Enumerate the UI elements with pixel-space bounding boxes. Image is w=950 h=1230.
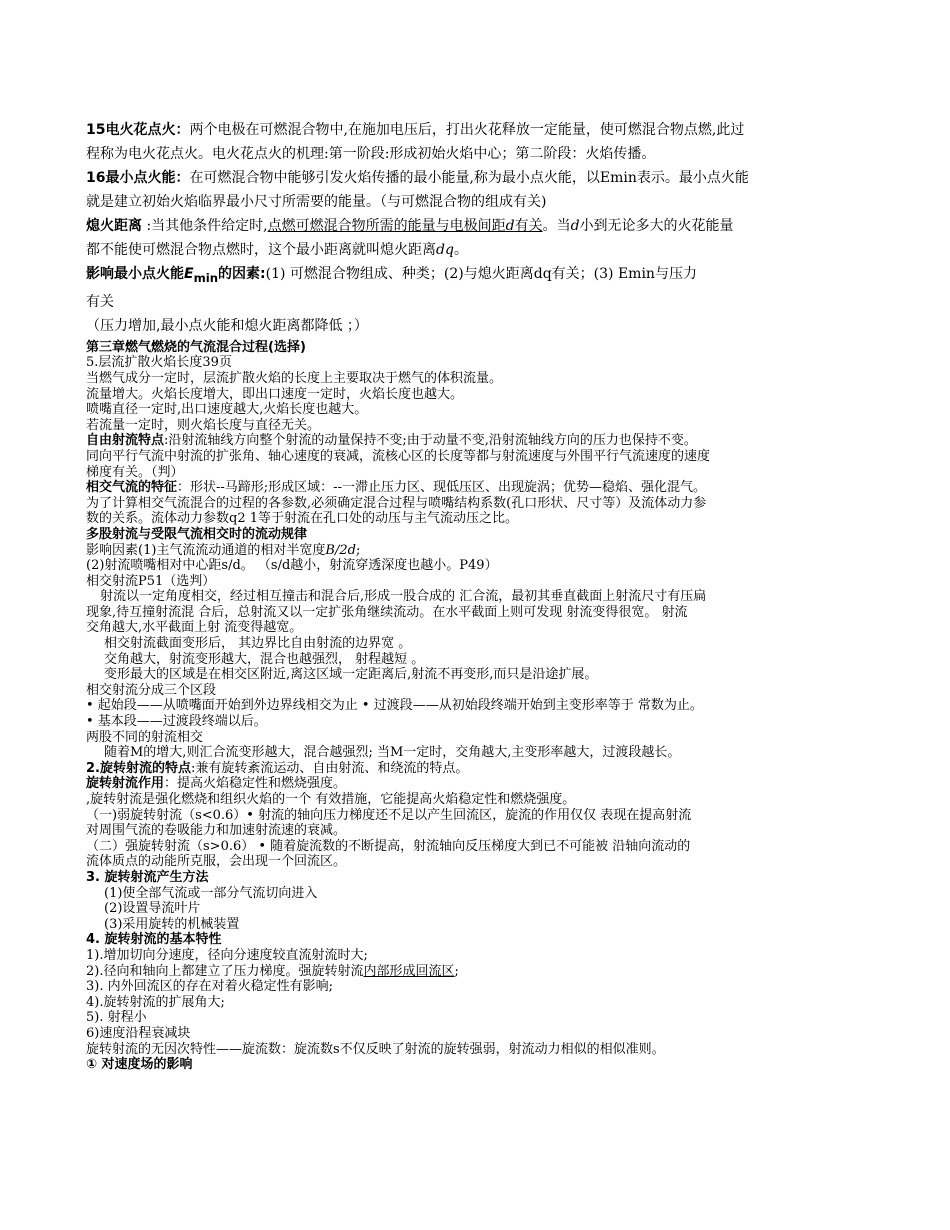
line: 对周围气流的卷吸能力和加速射流速的衰减。 <box>86 823 347 839</box>
line: (1)使全部气流或一部分气流切向进入 <box>104 885 318 901</box>
para-min-ignition <box>86 166 876 190</box>
text: 有关 <box>86 293 114 310</box>
term-quench-distance: 熄火距离 <box>86 218 142 234</box>
line: 当燃气成分一定时，层流扩散火焰的长度上主要取决于燃气的体积流量。 <box>86 370 503 386</box>
line: • 基本段——过渡段终端以后。 <box>86 714 267 730</box>
text: 影响因素(1)主气流流动通道的相对半宽度 <box>86 542 326 558</box>
document-page <box>86 118 876 1073</box>
text: 程称为电火花点火。电火花点火的机理:第一阶段:形成初始火焰中心；第二阶段：火焰传播。 <box>86 146 656 162</box>
text: 都不能使可燃混合物点燃时，这个最小距离就叫熄火距离 <box>86 242 436 258</box>
para-spark-ignition-cont <box>86 142 876 166</box>
line: 随着M的增大,则汇合流变形越大，混合越强烈; 当M一定时，交角越大,主变形率越大，过渡段越长。 <box>104 745 681 761</box>
section-chapter3 <box>86 340 876 1073</box>
line: 数的关系。流体动力参数q2 1等于射流在孔口处的动压与主气流动压之比。 <box>86 511 518 527</box>
line <box>86 932 876 948</box>
line: 两股不同的射流相交 <box>86 729 204 745</box>
line: 相交射流P51（选判） <box>86 573 216 589</box>
heading: 第三章燃气燃烧的气流混合过程(选择) <box>86 339 306 355</box>
para-quench-distance-cont <box>86 238 876 262</box>
para-factors-cont <box>86 290 876 314</box>
line: ,旋转射流是强化燃烧和组织火焰的一个 有效措施，它能提高火焰稳定性和燃烧强度。 <box>86 792 576 808</box>
text: :沿射流轴线方向整个射流的动量保持不变;由于动量不变,沿射流轴线方向的压力也保持不变。 <box>164 433 697 449</box>
para-min-ignition-cont <box>86 190 876 214</box>
section-ignition <box>86 118 876 338</box>
line: • 起始段——从喷嘴面开始到外边界线相交为止 • 过渡段——从初始段终端开始到主变形率等于 常数为止。 <box>86 698 703 714</box>
text: 影响最小点火能 <box>86 266 184 282</box>
text: ：形状--马蹄形;形成区域：--一滞止压力区、现低压区、出现旋涡；优势—稳焰、强化混气。 <box>177 480 706 496</box>
line: 5). 射程小 <box>86 1010 147 1026</box>
line: 3). 内外回流区的存在对着火稳定性有影响; <box>86 979 333 995</box>
line: 交角越大,水平截面上射 流变得越宽。 <box>86 620 303 636</box>
line: 现象,待互撞射流混 合后，总射流又以一定扩张角继续流动。在水平截面上则可发现 射流变得很宽。 射流 <box>86 604 688 620</box>
line <box>86 527 876 543</box>
term: 2.旋转射流的特点 <box>86 760 191 776</box>
para-quench-distance <box>86 214 876 238</box>
term-spark-ignition: 15电火花点火： <box>86 122 190 138</box>
line <box>86 543 876 559</box>
line: (3)采用旋转的机械装置 <box>104 916 240 932</box>
line: 射流以一定角度相交，经过相互撞击和混合后,形成一股合成的 汇合流，最初其垂直截面上射流尺寸有压扁 <box>100 589 707 605</box>
line <box>86 870 876 886</box>
line <box>86 1057 876 1073</box>
var-e: E <box>184 266 194 282</box>
text: （压力增加,最小点火能和熄火距离都降低 ；） <box>86 317 368 334</box>
line: 喷嘴直径一定时,出口速度越大,火焰长度也越大。 <box>86 402 368 418</box>
line: (2)设置导流叶片 <box>104 901 201 917</box>
text: 。 <box>453 242 468 258</box>
text: 两个电极在可燃混合物中,在施加电压后，打出火花释放一定能量，使可燃混合物点燃,此过 <box>189 122 745 138</box>
term: 旋转射流作用 <box>86 776 165 792</box>
formula: B/2d <box>325 542 356 558</box>
text: 的因素: <box>218 266 266 282</box>
line: 相交射流截面变形后， 其边界比自由射流的边界宽 。 <box>104 636 412 652</box>
line: 6)速度沿程衰减块 <box>86 1025 191 1041</box>
para-spark-ignition <box>86 118 876 142</box>
line: 若流量一定时，则火焰长度与直径无关。 <box>86 417 321 433</box>
text: 小到无论多大的火花能量 <box>579 218 734 234</box>
text: ; <box>454 963 459 979</box>
text: 在可燃混合物中能够引发火焰传播的最小能量,称为最小点火能，以Emin表示。最小点火能 <box>189 170 749 186</box>
term-factors <box>86 266 266 285</box>
var-dq: dq <box>436 242 454 258</box>
line: 旋转射流的无因次特性——旋流数：旋流数s不仅反映了射流的旋转强弱，射流动力相似的相似准则。 <box>86 1041 665 1057</box>
text: :兼有旋转紊流运动、自由射流、和绕流的特点。 <box>190 760 469 776</box>
line: 流体质点的动能所克服，会出现一个回流区。 <box>86 854 347 870</box>
line: 为了计算相交气流混合的过程的各参数,必须确定混合过程与喷嘴结构系数(孔口形状、尺寸等）及流体动力参 <box>86 495 707 511</box>
heading: 多股射流与受限气流相交时的流动规律 <box>86 526 308 542</box>
line: 流量增大。火焰长度增大，即出口速度一定时，火焰长度也越大。 <box>86 386 464 402</box>
underlined-text <box>268 218 543 234</box>
line: （二）强旋转射流（s>0.6） • 随着旋流数的不断提高，射流轴向反压梯度大到已不可能被 沿轴向流动的 <box>86 838 691 854</box>
line <box>86 776 876 792</box>
line: 梯度有关。（判） <box>86 464 184 480</box>
line: 相交射流分成三个区段 <box>86 682 217 698</box>
line: 1).增加切向分速度，径向分速度较直流射流时大; <box>86 947 368 963</box>
line: 5.层流扩散火焰长度39页 <box>86 355 232 371</box>
line: 变形最大的区域是在相交区附近,离这区域一定距离后,射流不再变形,而只是沿途扩展。 <box>104 667 598 683</box>
text: 。当 <box>542 218 571 234</box>
term: 相交气流的特征 <box>86 480 178 496</box>
text: 2).径向和轴向上都建立了压力梯度。强旋转射流 <box>86 963 364 979</box>
var-d: d <box>505 218 515 234</box>
text: :当其他条件给定时, <box>142 218 268 234</box>
para-factors-note <box>86 314 876 338</box>
line <box>86 964 876 980</box>
line: 4).旋转射流的扩展角大; <box>86 994 225 1010</box>
subscript-min: min <box>193 270 219 285</box>
heading: 3. 旋转射流产生方法 <box>86 869 209 885</box>
para-factors <box>86 262 876 290</box>
chapter-title <box>86 340 876 356</box>
term: 自由射流特点 <box>86 433 165 449</box>
var-d: d <box>570 218 580 234</box>
term-min-ignition: 16最小点火能： <box>86 170 190 186</box>
line <box>86 480 876 496</box>
line: 同向平行气流中射流的扩张角、轴心速度的衰减，流核心区的长度等都与射流速度与外围平行气流速度的速度 <box>86 448 711 464</box>
line: （一)弱旋转射流（s<0.6）• 射流的轴向压力梯度还不足以产生回流区，旋流的作用仅仅 表现在提高射流 <box>86 807 692 823</box>
text: 点燃可燃混合物所需的能量与电极间距 <box>267 218 506 234</box>
heading: 4. 旋转射流的基本特性 <box>86 932 222 948</box>
text: ：提高火焰稳定性和燃烧强度。 <box>164 776 347 792</box>
underlined-text: 内部形成回流区 <box>363 963 455 979</box>
heading: ① 对速度场的影响 <box>86 1057 193 1073</box>
text: ; <box>355 542 361 558</box>
line: (2)射流喷嘴相对中心距s/d。 （s/d越小，射流穿透深度也越小。P49） <box>86 558 498 574</box>
line <box>86 433 876 449</box>
line: 交角越大，射流变形越大，混合也越强烈， 射程越短 。 <box>104 651 425 667</box>
text: 有关 <box>514 218 543 234</box>
text: (1) 可燃混合物组成、种类；(2)与熄火距离dq有关；(3) Emin与压力 <box>265 266 697 282</box>
text: 就是建立初始火焰临界最小尺寸所需要的能量。（与可燃混合物的组成有关) <box>86 194 547 210</box>
line <box>86 761 876 777</box>
